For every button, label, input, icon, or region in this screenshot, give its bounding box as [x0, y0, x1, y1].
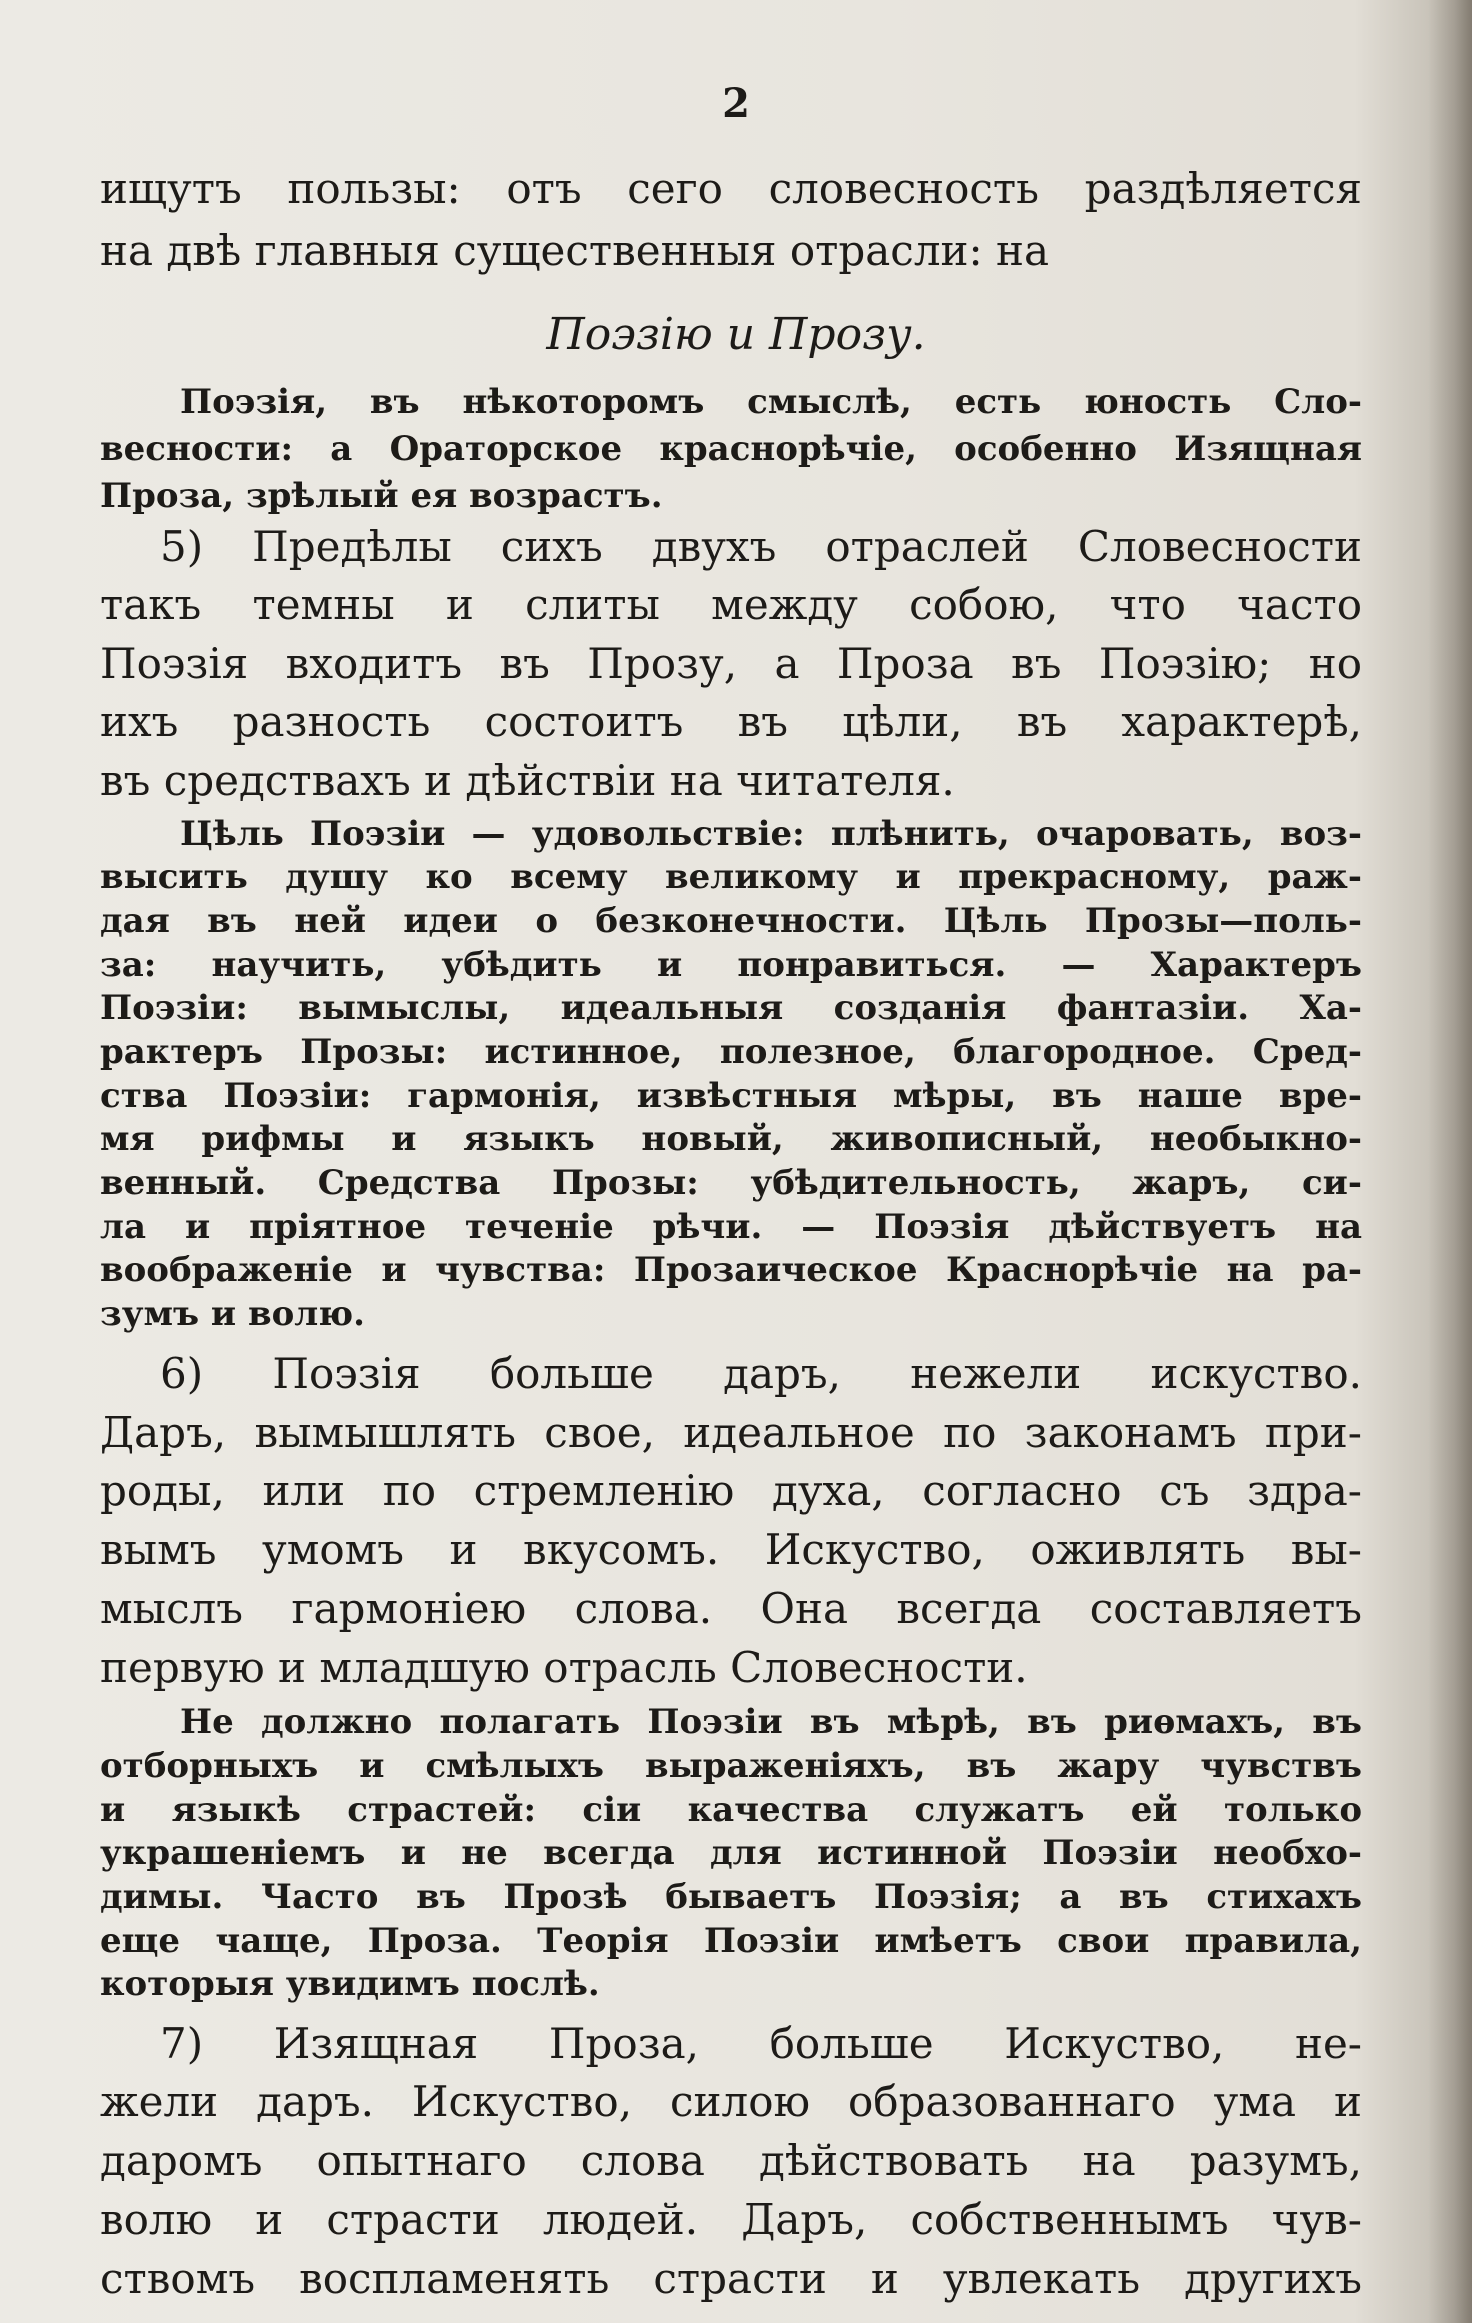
page-number: 2	[722, 80, 750, 127]
text-line: даромъ опытнаго слова дѣйствовать на разумъ,	[100, 2136, 1362, 2185]
text-line: волю и страсти людей. Даръ, собственнымъ чув-	[100, 2195, 1362, 2244]
text-line: зумъ и волю.	[100, 1294, 365, 1334]
text-line: 5) Предѣлы сихъ двухъ отраслей Словесности	[160, 522, 1362, 571]
text-line: ищутъ пользы: отъ сего словесность раздѣляется	[100, 164, 1362, 213]
text-line: еще чаще, Проза. Теорія Поэзіи имѣетъ свои правила,	[100, 1921, 1362, 1961]
text-line: рактеръ Прозы: истинное, полезное, благородное. Сред-	[100, 1032, 1362, 1072]
text-line: димы. Часто въ Прозѣ бываетъ Поэзія; а въ стихахъ	[100, 1877, 1362, 1917]
text-line: отборныхъ и смѣлыхъ выраженіяхъ, въ жару чувствъ	[100, 1746, 1362, 1786]
text-line: ства Поэзіи: гармонія, извѣстныя мѣры, въ наше вре-	[100, 1076, 1362, 1116]
text-line: Поэзія входитъ въ Прозу, а Проза въ Поэзію; но	[100, 639, 1362, 688]
text-line: жели даръ. Искуство, силою образованнаго ума и	[100, 2077, 1362, 2126]
text-line: вымъ умомъ и вкусомъ. Искуство, оживлять вы-	[100, 1525, 1362, 1574]
text-line: венный. Средства Прозы: убѣдительность, жаръ, си-	[100, 1163, 1362, 1203]
text-line: украшеніемъ и не всегда для истинной Поэзіи необхо-	[100, 1833, 1362, 1873]
text-line: первую и младшую отрасль Словесности.	[100, 1643, 1028, 1692]
text-line: и языкѣ страстей: сіи качества служатъ ей только	[100, 1790, 1362, 1830]
text-line: Даръ, вымышлять свое, идеальное по законамъ при-	[100, 1408, 1362, 1457]
text-line: ствомъ воспламенять страсти и увлекать другихъ	[100, 2254, 1362, 2303]
text-line: ихъ разность состоитъ въ цѣли, въ характерѣ,	[100, 697, 1362, 746]
text-line: весности: а Ораторское краснорѣчіе, особенно Изящная	[100, 429, 1362, 469]
text-line: 6) Поэзія больше даръ, нежели искуство.	[160, 1349, 1362, 1398]
text-line: роды, или по стремленію духа, согласно съ здра-	[100, 1466, 1362, 1515]
text-line: Поэзію и Прозу.	[546, 309, 926, 360]
text-line: Не должно полагать Поэзіи въ мѣрѣ, въ риѳмахъ, въ	[180, 1702, 1362, 1742]
text-line: воображеніе и чувства: Прозаическое Краснорѣчіе на ра-	[100, 1250, 1362, 1290]
text-line: ла и пріятное теченіе рѣчи. — Поэзія дѣйствуетъ на	[100, 1207, 1362, 1247]
text-line: на двѣ главныя существенныя отрасли: на	[100, 226, 1050, 275]
text-line: мыслъ гармоніею слова. Она всегда составляетъ	[100, 1584, 1362, 1633]
text-line: высить душу ко всему великому и прекрасному, раж-	[100, 857, 1362, 897]
text-line: которыя увидимъ послѣ.	[100, 1964, 600, 2004]
text-line: 7) Изящная Проза, больше Искуство, не-	[160, 2019, 1362, 2068]
text-line: за: научить, убѣдить и понравиться. — Характеръ	[100, 945, 1362, 985]
text-line: такъ темны и слиты между собою, что часто	[100, 580, 1362, 629]
text-line: мя рифмы и языкъ новый, живописный, необыкно-	[100, 1119, 1362, 1159]
text-line: Поэзіи: вымыслы, идеальныя созданія фантазіи. Ха-	[100, 988, 1362, 1028]
text-line: въ средствахъ и дѣйствіи на читателя.	[100, 756, 955, 805]
text-line: Поэзія, въ нѣкоторомъ смыслѣ, есть юность Сло-	[180, 382, 1362, 422]
text-line: Проза, зрѣлый ея возрастъ.	[100, 476, 663, 516]
text-line: дая въ ней идеи о безконечности. Цѣль Прозы—поль-	[100, 901, 1362, 941]
text-line: Цѣль Поэзіи — удовольствіе: плѣнить, очаровать, воз-	[180, 814, 1362, 854]
